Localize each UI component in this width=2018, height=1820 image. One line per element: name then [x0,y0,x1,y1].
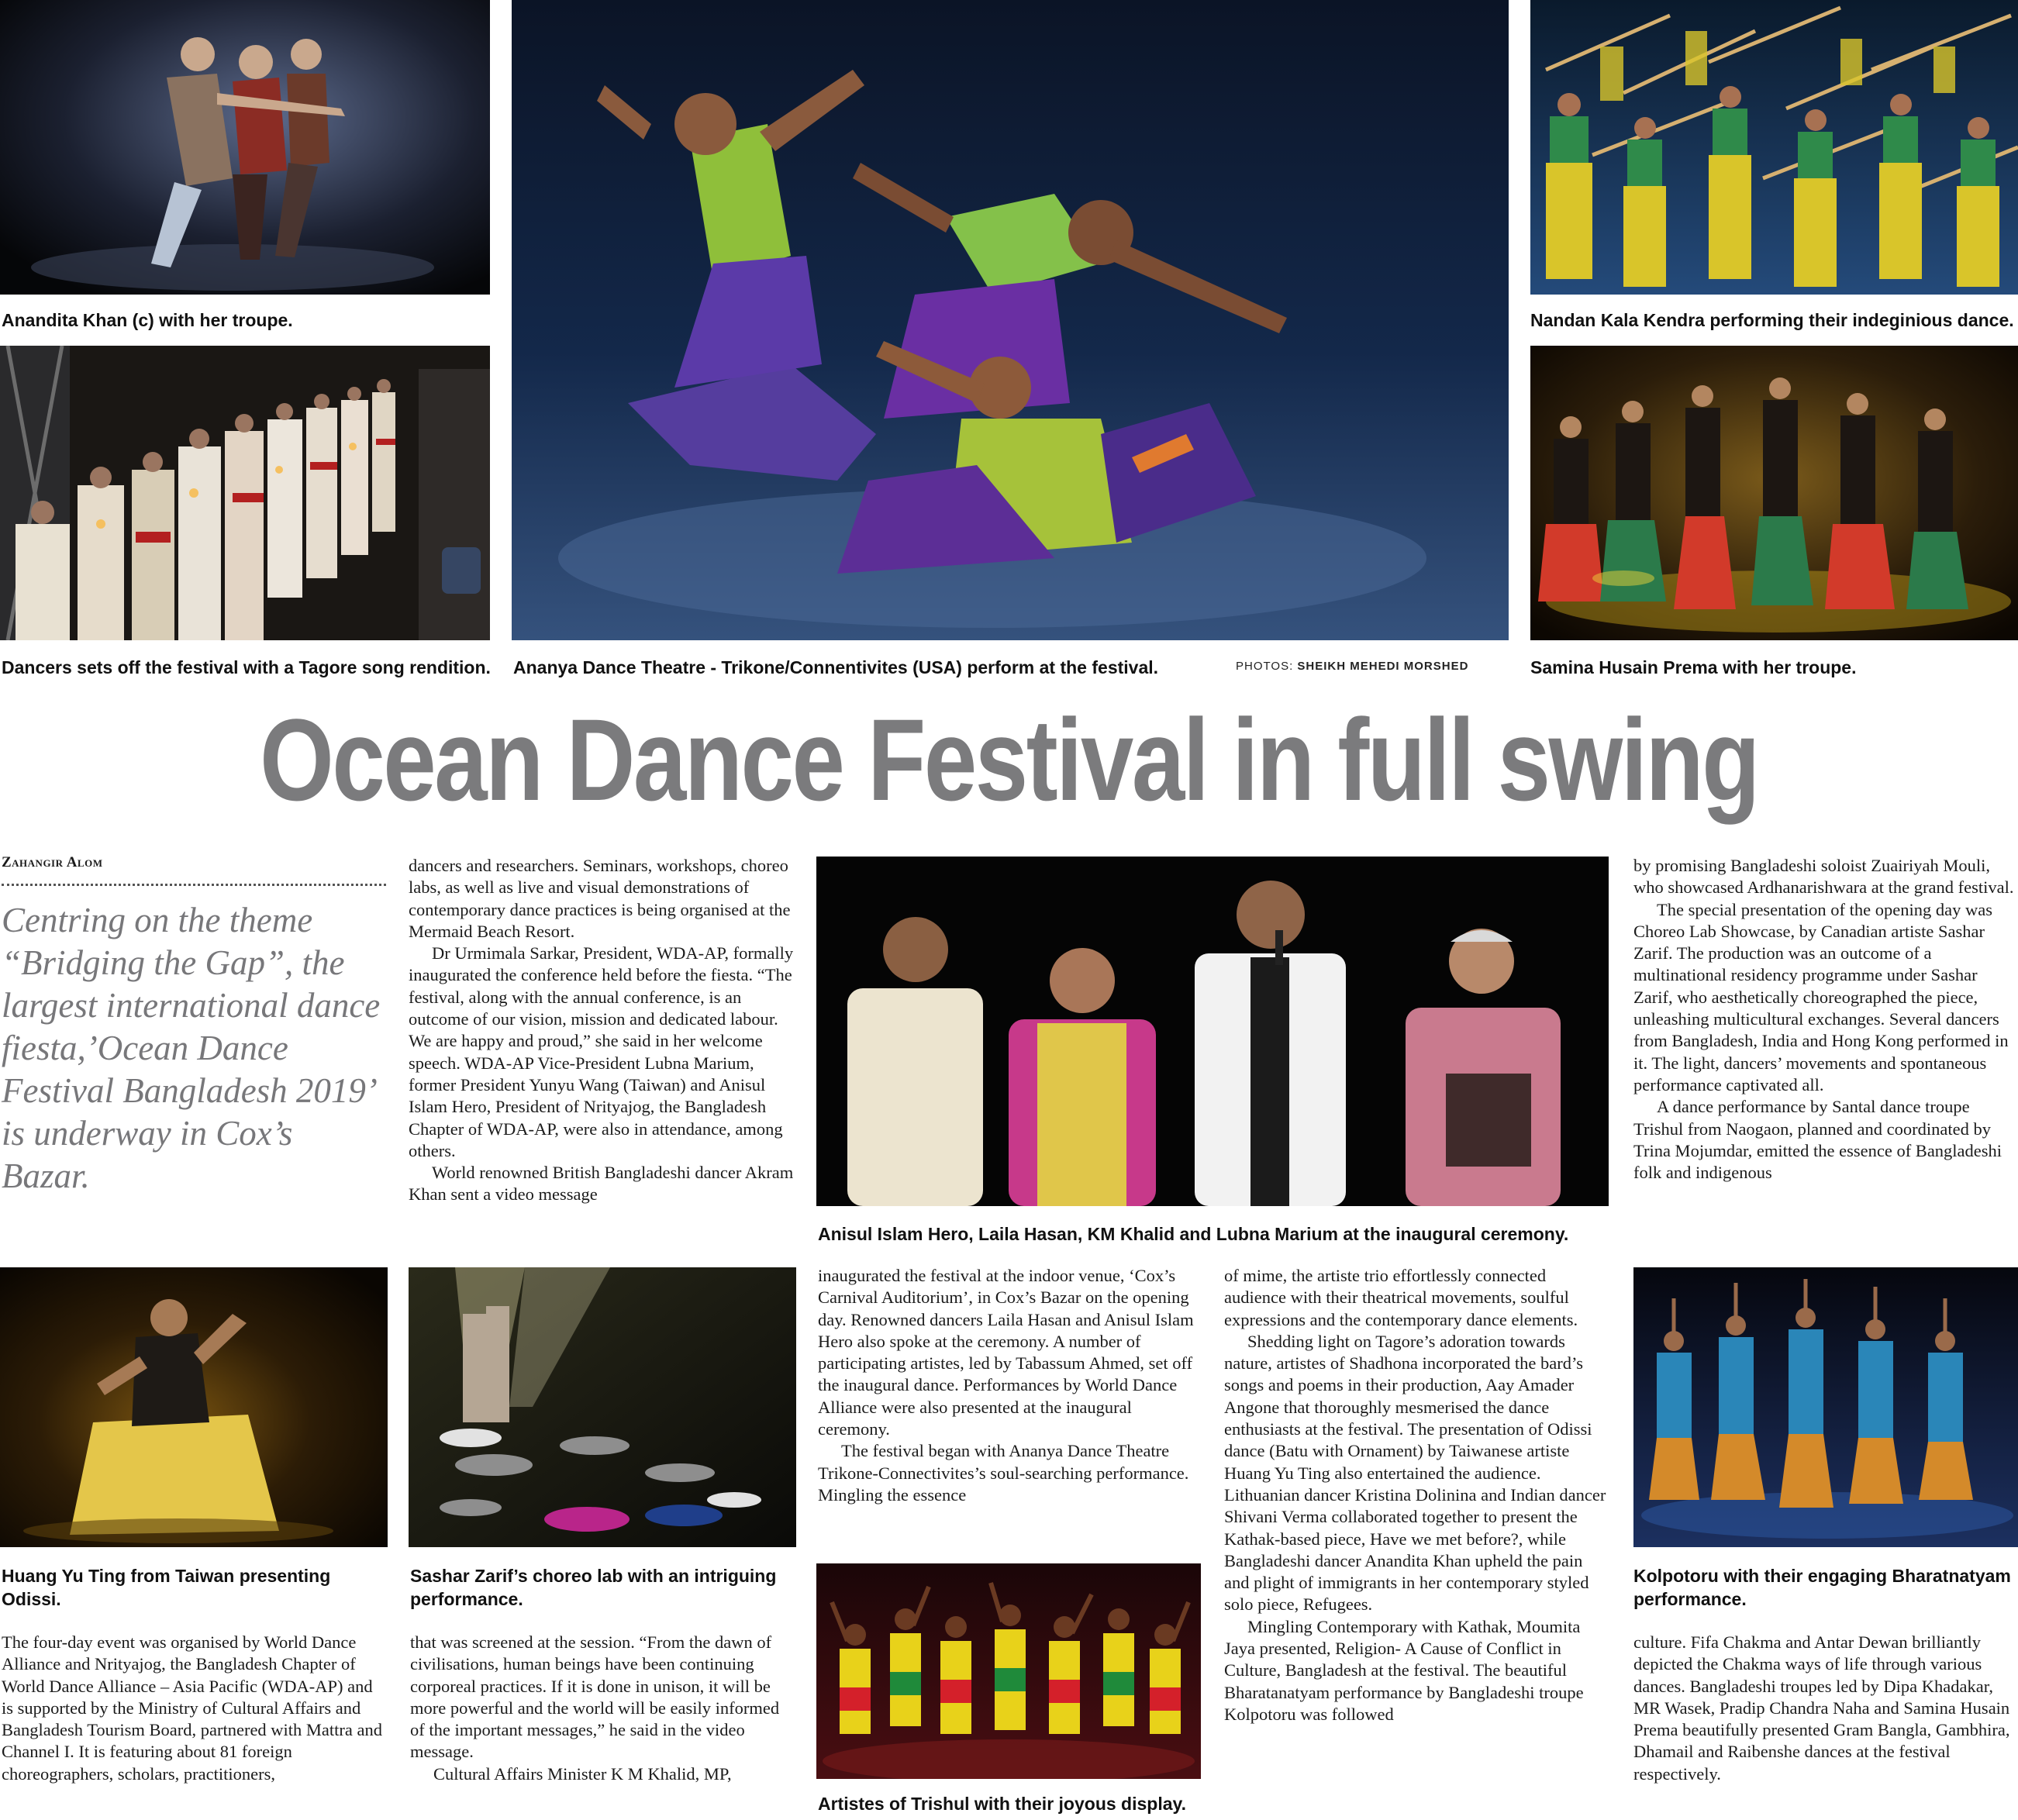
photo-credit [1236,660,1468,673]
photo-samina-troupe [1530,346,2018,640]
photo-sashar-choreo-lab [409,1267,796,1547]
paragraph: Cultural Affairs Minister K M Khalid, MP, [433,1763,732,1784]
intro-deck: Centring on the theme “Bridging the Gap”, the largest international dance fiesta,’Ocean Dance Festival Bangladesh 2019’ is underway in Cox’s Bazar. [2,901,381,1195]
column-5-top [1633,855,2018,1184]
paragraph: that was screened at the session. “From the dawn of civilisations, human beings have been continuing corporeal practices. If it is done in unison, it will be more powerful and the world will be easily informed of the important messages,” he said in the video message. [410,1632,780,1762]
paragraph: A dance performance by Santal dance troupe Trishul from Naogaon, planned and coordinated by Trina Mojumdar, emitted the essence of Bangladeshi folk and indigenous [1633,1097,2002,1183]
photo-huang-yu-ting [0,1267,388,1547]
caption-tagore: Dancers sets off the festival with a Tagore song rendition. [2,657,491,677]
caption-sashar: Sashar Zarif’s choreo lab with an intriguing performance. [410,1566,777,1609]
photo-trishul [816,1563,1201,1779]
paragraph: The special presentation of the opening day was Choreo Lab Showcase, by Canadian artiste Sashar Zarif. The production was an outcome of a multinational residency programme under Sashar Zarif, who aesthetically choreographed the piece, unleashing multicultural exchanges. Several dancers from Bangladesh, India and Hong Kong performed in it. The light, dancers’ movements and spontaneous performance captivated all. [1633,899,2009,1094]
paragraph: of mime, the artiste trio effortlessly connected audience with their theatrical movements, soulful expressions and the contemporary dance elements. [1224,1266,1578,1329]
headline: Ocean Dance Festival in full swing [260,695,1758,825]
photo-anandita-troupe [0,0,490,295]
caption-huang: Huang Yu Ting from Taiwan presenting Odissi. [2,1566,331,1609]
caption-ceremony: Anisul Islam Hero, Laila Hasan, KM Khalid and Lubna Marium at the inaugural ceremony. [818,1224,1569,1244]
column-2-bottom [410,1632,795,1785]
paragraph: Dr Urmimala Sarkar, President, WDA-AP, formally inaugurated the conference held before the fiesta. “The festival, along with the annual conference, is an outcome of our vision, mission and dedicated labour. We are happy and proud,” she said in her welcome speech. WDA-AP Vice-President Lubna Marium, former President Yunyu Wang (Taiwan) and Anisul Islam Hero, President of Nrityajog, the Bangladesh Chapter of WDA-AP, were also in attendance, among others. [409,943,794,1160]
column-4 [1224,1265,1610,1725]
photo-nandan-kala-kendra [1530,0,2018,295]
paragraph: culture. Fifa Chakma and Antar Dewan brilliantly depicted the Chakma ways of life through various dances. Bangladeshi troupes led by Dipa Khadakar, MR Wasek, Pradip Chandra Naha and Samina Husain Prema beautifully presented Gram Bangla, Gambhira, Dhamail and Raibenshe dances at the festival respectively. [1633,1632,2010,1784]
byline-divider [2,884,386,886]
paragraph: Shedding light on Tagore’s adoration towards nature, artistes of Shadhona incorporated the bard’s songs and poems in their production, Aay Amader Angone that thoroughly mesmerised the dance enthusiasts at the festival. The presentation of Odissi dance (Batu with Ornament) by Taiwanese artiste Huang Yu Ting also entertained the audience. Lithuanian dancer Kristina Dolinina and Indian dancer Shivani Verma collaborated together to present the Kathak-based piece, Have we met before?, while Bangladeshi dancer Anandita Khan upheld the pain and plight of immigrants in her contemporary styled solo piece, Refugees. [1224,1331,1606,1615]
column-3 [818,1265,1201,1506]
photo-ananya-dance-theatre [512,0,1509,640]
column-2-top [409,855,796,1206]
caption-nandan: Nandan Kala Kendra performing their indeginious dance. [1530,310,2014,330]
caption-trishul: Artistes of Trishul with their joyous display. [818,1794,1186,1814]
caption-kolpotoru: Kolpotoru with their engaging Bharatnatyam performance. [1633,1566,2011,1609]
photo-tagore-rendition [0,346,490,640]
photo-inaugural-ceremony [816,857,1609,1206]
paragraph: World renowned British Bangladeshi dancer Akram Khan sent a video message [409,1163,794,1205]
photo-credit-label: PHOTOS: [1236,660,1294,673]
column-1-bottom [2,1632,386,1785]
photo-credit-name: SHEIKH MEHEDI MORSHED [1297,660,1469,673]
photo-kolpotoru [1633,1267,2018,1547]
caption-anandita: Anandita Khan (c) with her troupe. [2,310,293,330]
paragraph: The four-day event was organised by World Dance Alliance and Nrityajog, the Bangladesh Chapter of World Dance Alliance – Asia Pacific (WDA-AP) and is supported by the Ministry of Cultural Affairs and Bangladesh Tourism Board, partnered with Mattra and Channel I. It is featuring about 81 foreign choreographers, scholars, practitioners, [2,1632,383,1784]
paragraph: dancers and researchers. Seminars, workshops, choreo labs, as well as live and visual demonstrations of contemporary dance practices is being organised at the Mermaid Beach Resort. [409,856,791,941]
paragraph: inaugurated the festival at the indoor venue, ‘Cox’s Carnival Auditorium’, in Cox’s Bazar on the opening day. Renowned dancers Laila Hasan and Anisul Islam Hero also spoke at the ceremony. A number of participating artistes, led by Tabassum Ahmed, set off the inaugural dance. Performances by World Dance Alliance were also presented at the inaugural ceremony. [818,1266,1194,1439]
column-5-bottom [1633,1632,2018,1785]
caption-samina: Samina Husain Prema with her troupe. [1530,657,1857,677]
paragraph: Mingling Contemporary with Kathak, Moumita Jaya presented, Religion- A Cause of Conflict in Culture, Bangladesh at the festival. The beautiful Bharatanatyam performance by Bangladeshi troupe Kolpotoru was followed [1224,1616,1584,1724]
paragraph: by promising Bangladeshi soloist Zuairiyah Mouli, who showcased Ardhanarishwara at the grand festival. [1633,856,2014,898]
byline: Zahangir Alom [2,854,103,870]
paragraph: The festival began with Ananya Dance Theatre Trikone-Connectivites’s soul-searching performance. Mingling the essence [818,1441,1189,1505]
caption-ananya: Ananya Dance Theatre - Trikone/Connentivites (USA) perform at the festival. [513,657,1159,677]
